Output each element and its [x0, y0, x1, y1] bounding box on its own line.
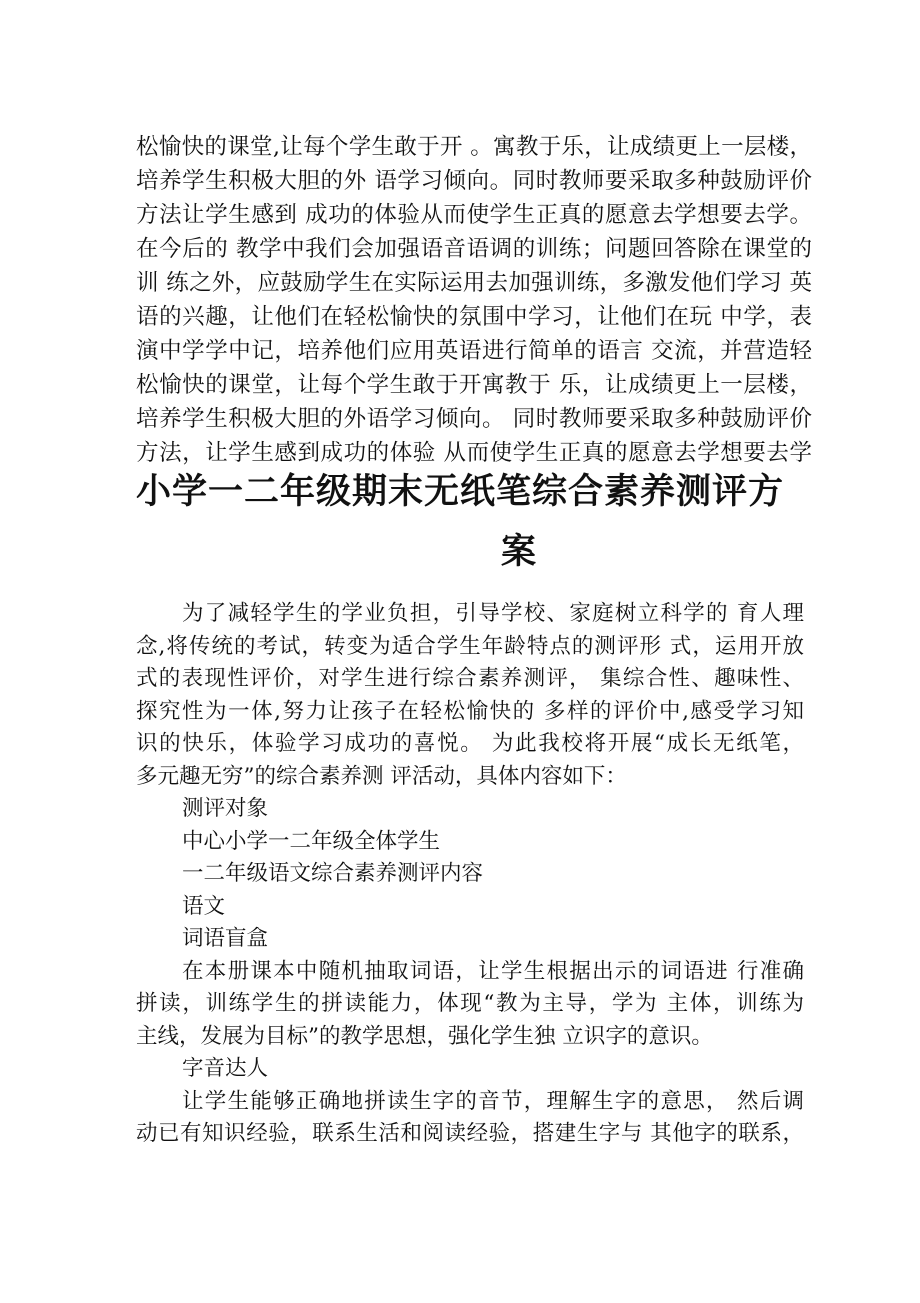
document-body: [136, 598, 804, 1151]
text-line: 语的兴趣，让他们在轻松愉快的氛围中学习，让他们在玩 中学，表: [136, 304, 812, 330]
item-heading-ziyin: 字音达人: [182, 1056, 269, 1081]
text-line: 松愉快的课堂,让每个学生敢于开 。寓教于乐，让成绩更上一层楼，: [136, 134, 812, 160]
text-line: 为了减轻学生的学业负担，引导学校、家庭树立科学的 育人理: [182, 601, 804, 626]
text-line: 主线，发展为目标”的教学思想，强化学生独 立识字的意识。: [136, 1023, 713, 1049]
title-line-1: 小学一二年级期末无纸笔综合素养测评方: [135, 472, 784, 512]
target-value: 中心小学一二年级全体学生: [182, 828, 441, 854]
subject-heading: 语文: [182, 893, 226, 919]
text-line: 在本册课本中随机抽取词语，让学生根据出示的词语进 行准确: [182, 958, 804, 984]
intro-paragraph: [136, 598, 804, 793]
text-line: 方法让学生感到 成功的体验从而使学生正真的愿意去学想要去学。: [136, 202, 812, 228]
text-line: 在今后的 教学中我们会加强语音语调的训练；问题回答除在课堂的: [136, 236, 812, 262]
text-line: 培养学生积极大胆的外语学习倾向。 同时教师要采取多种鼓励评价: [136, 406, 812, 432]
section-heading-content: 一二年级语文综合素养测评内容: [182, 861, 484, 886]
text-line: 让学生能够正确地拼读生字的音节，理解生字的意思， 然后调: [182, 1088, 804, 1114]
text-line: 培养学生积极大胆的外 语学习倾向。同时教师要采取多种鼓励评价: [136, 168, 812, 194]
ziyin-paragraph: [136, 1086, 804, 1151]
section-heading-target: 测评对象: [182, 796, 269, 821]
continued-paragraph: [136, 130, 812, 470]
text-line: 演中学学中记，培养他们应用英语进行简单的语言 交流，并营造轻: [136, 338, 812, 364]
text-line: 多元趣无穷”的综合素养测 评活动，具体内容如下：: [136, 763, 627, 789]
item-heading-ciyu: 词语盲盒: [182, 926, 269, 951]
text-line: 探究性为一体,努力让孩子在轻松愉快的 多样的评价中,感受学习知: [136, 698, 804, 724]
text-line: 松愉快的课堂，让每个学生敢于开寓教于 乐，让成绩更上一层楼，: [136, 372, 812, 398]
document-title: [100, 462, 820, 582]
title-line-2: 案: [500, 532, 537, 572]
text-line: 识的快乐，体验学习成功的喜悦。 为此我校将开展“成长无纸笔，: [136, 731, 804, 756]
text-line: 动已有知识经验，联系生活和阅读经验，搭建生字与 其他字的联系，: [136, 1121, 804, 1146]
text-line: 方法，让学生感到成功的体验 从而使学生正真的愿意去学想要去学: [136, 440, 812, 466]
text-line: 式的表现性评价，对学生进行综合素养测评， 集综合性、趣味性、: [136, 666, 804, 691]
text-line: 拼读，训练学生的拼读能力，体现“教为主导，学为 主体，训练为: [136, 991, 804, 1016]
ciyu-paragraph: [136, 956, 804, 1054]
text-line: 训 练之外，应鼓励学生在实际运用去加强训练，多激发他们学习 英: [136, 270, 812, 296]
text-line: 念,将传统的考试，转变为适合学生年龄特点的测评形 式，运用开放: [136, 633, 804, 659]
